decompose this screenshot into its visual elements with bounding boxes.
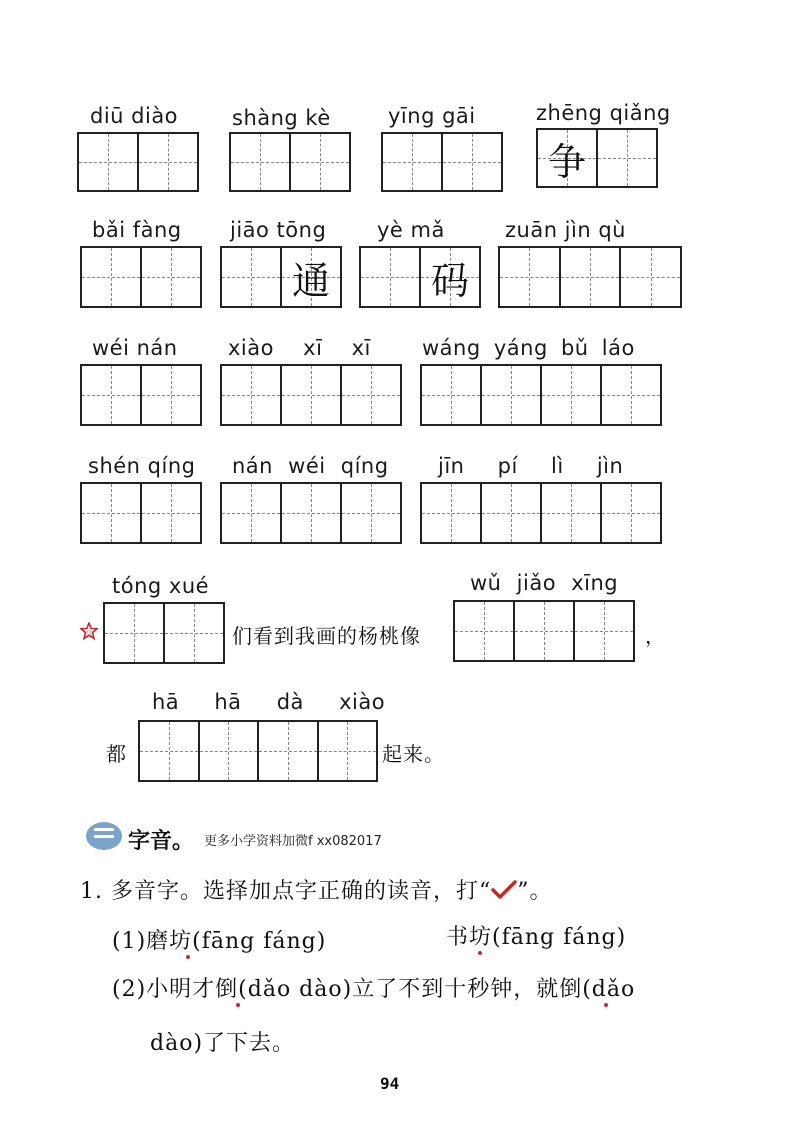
pinyin-zhengqiang: zhēng qiǎng xyxy=(536,101,671,125)
pinyin-yinggai: yīng gāi xyxy=(388,104,476,128)
pinyin-shenqing: shén qíng xyxy=(88,454,196,478)
sentence-text-1: 们看到我画的杨桃像 xyxy=(232,624,421,648)
writing-grid[interactable] xyxy=(103,602,225,664)
emphasis-dot xyxy=(236,1003,240,1007)
pinyin-xiaoxixi: xiào xī xī xyxy=(228,336,371,360)
sentence-prefix: 都 xyxy=(106,742,127,766)
writing-grid[interactable] xyxy=(220,364,402,426)
pinyin-nanweiqing: nán wéi qíng xyxy=(232,454,389,478)
page-number: 94 xyxy=(380,1074,400,1093)
writing-grid[interactable] xyxy=(80,246,202,308)
emphasis-dot xyxy=(186,955,190,959)
writing-grid[interactable] xyxy=(498,246,682,308)
writing-grid[interactable] xyxy=(80,482,202,544)
writing-grid[interactable] xyxy=(220,482,402,544)
section-title: 字音。 xyxy=(128,829,195,854)
writing-grid[interactable] xyxy=(77,132,199,192)
item-2-continued: dào)了下去。 xyxy=(150,1031,296,1056)
item-2: (2)小明才倒(dǎo dào)立了不到十秒钟，就倒(dǎo xyxy=(112,977,636,1002)
pinyin-yema: yè mǎ xyxy=(377,218,445,242)
section-note: 更多小学资料加微f xx082017 xyxy=(204,834,382,849)
pinyin-wujiaoxing: wǔ jiǎo xīng xyxy=(470,571,619,595)
pinyin-tongxue: tóng xué xyxy=(112,574,210,598)
writing-grid[interactable] xyxy=(536,128,658,188)
pinyin-zuanjinqu: zuān jìn qù xyxy=(505,218,626,242)
star-icon xyxy=(80,622,98,640)
sentence-comma: ， xyxy=(645,624,666,648)
pinyin-wangyangbulao: wáng yáng bǔ láo xyxy=(422,336,635,360)
writing-grid[interactable] xyxy=(453,600,635,662)
item-1b: 书坊(fāng fáng) xyxy=(446,925,627,950)
writing-grid[interactable] xyxy=(220,246,342,308)
sentence-text-2: 起来。 xyxy=(382,742,445,766)
given-character: 码 xyxy=(430,258,469,303)
writing-grid[interactable] xyxy=(229,132,351,192)
section-two-badge xyxy=(86,822,122,850)
item-1a: (1)磨坊(fāng fáng) xyxy=(112,929,327,954)
given-character: 通 xyxy=(291,258,330,303)
question-1: 1. 多音字。选择加点字正确的读音，打“ ”。 xyxy=(80,879,553,904)
writing-grid[interactable] xyxy=(420,364,662,426)
emphasis-dot xyxy=(478,951,482,955)
emphasis-dot xyxy=(604,1003,608,1007)
pinyin-jinpilijin: jīn pí lì jìn xyxy=(438,454,624,478)
svg-text:☆: ☆ xyxy=(85,627,93,637)
writing-grid[interactable] xyxy=(420,482,662,544)
pinyin-hahadaxiao: hā hā dà xiào xyxy=(152,690,386,714)
pinyin-baifang: bǎi fàng xyxy=(92,218,182,242)
check-mark-icon xyxy=(491,880,517,900)
pinyin-jiaotong: jiāo tōng xyxy=(230,218,327,242)
writing-grid[interactable] xyxy=(80,364,202,426)
given-character: 争 xyxy=(547,139,586,184)
pinyin-weinan: wéi nán xyxy=(92,336,178,360)
pinyin-diudiao: diū diào xyxy=(90,104,179,128)
writing-grid[interactable] xyxy=(138,720,378,782)
writing-grid[interactable] xyxy=(359,246,481,308)
writing-grid[interactable] xyxy=(381,132,503,192)
pinyin-shangke: shàng kè xyxy=(232,106,331,130)
